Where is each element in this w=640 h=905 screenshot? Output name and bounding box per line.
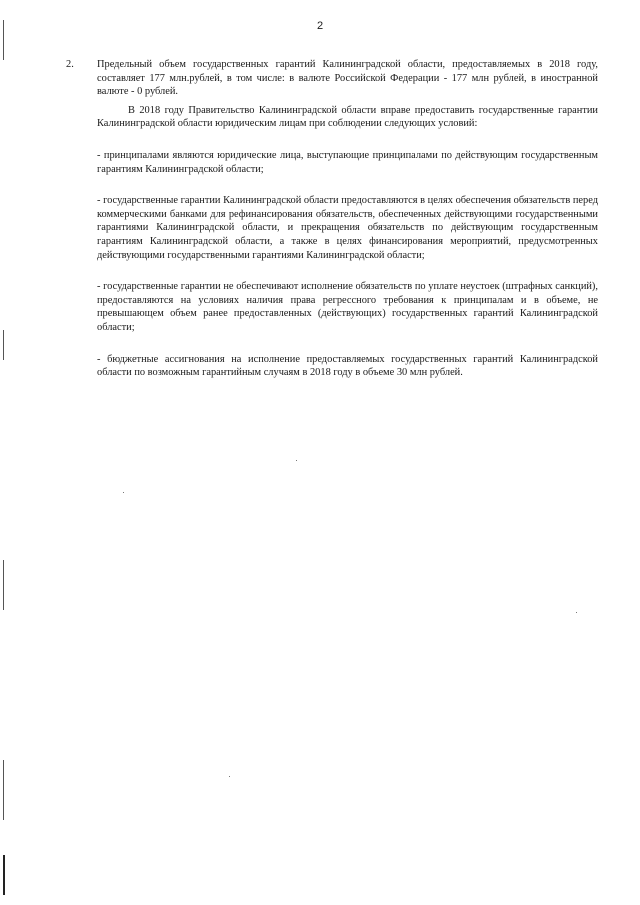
page-number: 2 (316, 20, 324, 32)
scan-speck (576, 612, 577, 613)
intro-paragraph: В 2018 году Правительство Калининградской области вправе предоставить государственные гарантии Калининградской области юридическим лицам при соблюдении следующих условий: (97, 104, 598, 130)
condition-paragraph: - бюджетные ассигнования на исполнение предоставляемых государственных гарантий Калининградской области по возможным гарантийным случаям в 2018 году в объеме 30 млн рублей. (97, 353, 598, 379)
document-body (66, 58, 598, 380)
condition-paragraph: - государственные гарантии Калининградской области предоставляются в целях обеспечения обязательств перед коммерческими банками для рефинансирования обязательств, обеспеченных действующими государственными гарантиями Калининградской области, и прекращения обязательств по действующим государственным гарантиям Калининградской области, а также в целях финансирования мероприятий, предусмотренных действующими государственными гарантиями Калининградской области; (97, 195, 598, 261)
scan-mark (3, 760, 4, 820)
scan-margin-marks (0, 0, 10, 905)
numbered-item (66, 58, 598, 99)
item-number: 2. (66, 59, 74, 70)
scan-speck (296, 460, 297, 461)
condition-paragraph: - государственные гарантии не обеспечивают исполнение обязательств по уплате неустоек (штрафных санкций), предоставляются на условиях наличия права регрессного требования к принципалам и в объеме, не превышающем объем ранее предоставленных (действующих) государственных гарантий Калининградской области; (97, 281, 598, 333)
scan-mark (3, 855, 5, 895)
scan-speck (229, 776, 230, 777)
item-text: Предельный объем государственных гарантий Калининградской области, предоставляемых в 2018 году, составляет 177 млн.рублей, в том числе: в валюте Российской Федерации - 177 млн рублей, в иностранной валюте - 0 рублей. (97, 59, 598, 98)
scan-mark (3, 330, 4, 360)
scan-mark (3, 20, 4, 60)
scan-mark (3, 560, 4, 610)
condition-paragraph: - принципалами являются юридические лица, выступающие принципалами по действующим государственным гарантиям Калининградской области; (97, 149, 598, 175)
scan-speck (123, 492, 124, 493)
